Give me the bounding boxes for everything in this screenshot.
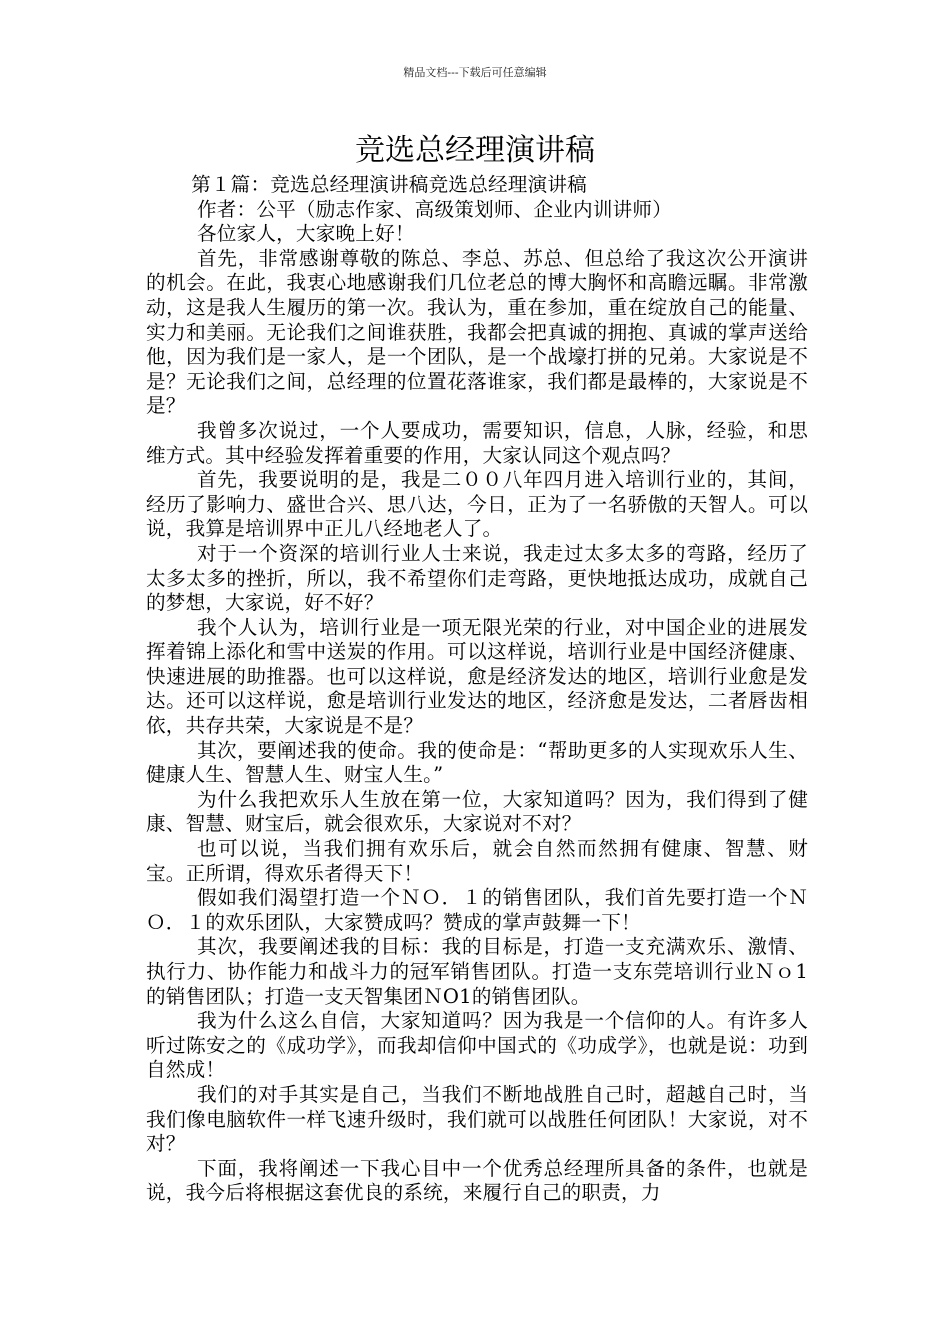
paragraph-greeting: 各位家人，大家晚上好！	[196, 222, 415, 246]
paragraph: 为什么我把欢乐人生放在第一位，大家知道吗？因为，我们得到了健康、智慧、财宝后，就会很欢乐，大家说对不对？	[146, 787, 808, 836]
page-header-note: 精品文档---下载后可任意编辑	[403, 66, 547, 79]
paragraph: 其次，要阐述我的使命。我的使命是：“帮助更多的人实现欢乐人生、健康人生、智慧人生、财宝人生。”	[146, 738, 808, 787]
document-title: 竞选总经理演讲稿	[355, 133, 595, 168]
paragraph: 假如我们渴望打造一个ＮＯ．１的销售团队，我们首先要打造一个ＮＯ．１的欢乐团队，大家赞成吗？赞成的掌声鼓舞一下！	[146, 886, 808, 934]
paragraph: 其次，我要阐述我的目标：我的目标是，打造一支充满欢乐、激情、执行力、协作能力和战斗力的冠军销售团队。打造一支东莞培训行业Ｎｏ1的销售团队；打造一支天智集团ＮO1的销售团队。	[146, 935, 808, 1008]
paragraph: 首先，我要说明的是，我是二００八年四月进入培训行业的，其间，经历了影响力、盛世合兴、思八达，今日，正为了一名骄傲的天智人。可以说，我算是培训界中正儿八经地老人了。	[146, 468, 808, 541]
paragraph-author: 作者：公平（励志作家、高级策划师、企业内训讲师）	[196, 197, 673, 221]
paragraph: 我们的对手其实是自己，当我们不断地战胜自己时，超越自己时，当我们像电脑软件一样飞速升级时，我们就可以战胜任何团队！大家说，对不对？	[146, 1082, 808, 1156]
document-body	[146, 173, 808, 1206]
paragraph: 对于一个资深的培训行业人士来说，我走过太多太多的弯路，经历了太多太多的挫折，所以，我不希望你们走弯路，更快地抵达成功，成就自己的梦想，大家说，好不好？	[146, 541, 808, 615]
paragraph: 下面，我将阐述一下我心目中一个优秀总经理所具备的条件，也就是说，我今后将根据这套优良的系统，来履行自己的职责，力	[146, 1156, 808, 1205]
paragraph: 首先，非常感谢尊敬的陈总、李总、苏总、但总给了我这次公开演讲的机会。在此，我衷心地感谢我们几位老总的博大胸怀和高瞻远瞩。非常激动，这是我人生履历的第一次。我认为，重在参加，重在绽放自己的能量、实力和美丽。无论我们之间谁获胜，我都会把真诚的拥抱、真诚的掌声送给他，因为我们是一家人，是一个团队，是一个战壕打拼的兄弟。大家说是不是？无论我们之间，总经理的位置花落谁家，我们都是最棒的，大家说是不是？	[146, 246, 808, 418]
paragraph: 也可以说，当我们拥有欢乐后，就会自然而然拥有健康、智慧、财宝。正所谓，得欢乐者得天下！	[146, 837, 808, 885]
paragraph: 我个人认为，培训行业是一项无限光荣的行业，对中国企业的进展发挥着锦上添化和雪中送炭的作用。可以这样说，培训行业是中国经济健康、快速进展的助推器。也可以这样说，愈是经济发达的地区，培训行业愈是发达。还可以这样说，愈是培训行业发达的地区，经济愈是发达，二者唇齿相依，共存共荣，大家说是不是？	[146, 615, 808, 738]
paragraph: 我曾多次说过，一个人要成功，需要知识，信息，人脉，经验，和思维方式。其中经验发挥着重要的作用，大家认同这个观点吗？	[146, 418, 808, 467]
paragraph: 我为什么这么自信，大家知道吗？因为我是一个信仰的人。有许多人听过陈安之的《成功学》，而我却信仰中国式的《功成学》，也就是说：功到自然成！	[146, 1009, 808, 1082]
section-heading: 第１篇：竞选总经理演讲稿竞选总经理演讲稿	[191, 173, 587, 196]
